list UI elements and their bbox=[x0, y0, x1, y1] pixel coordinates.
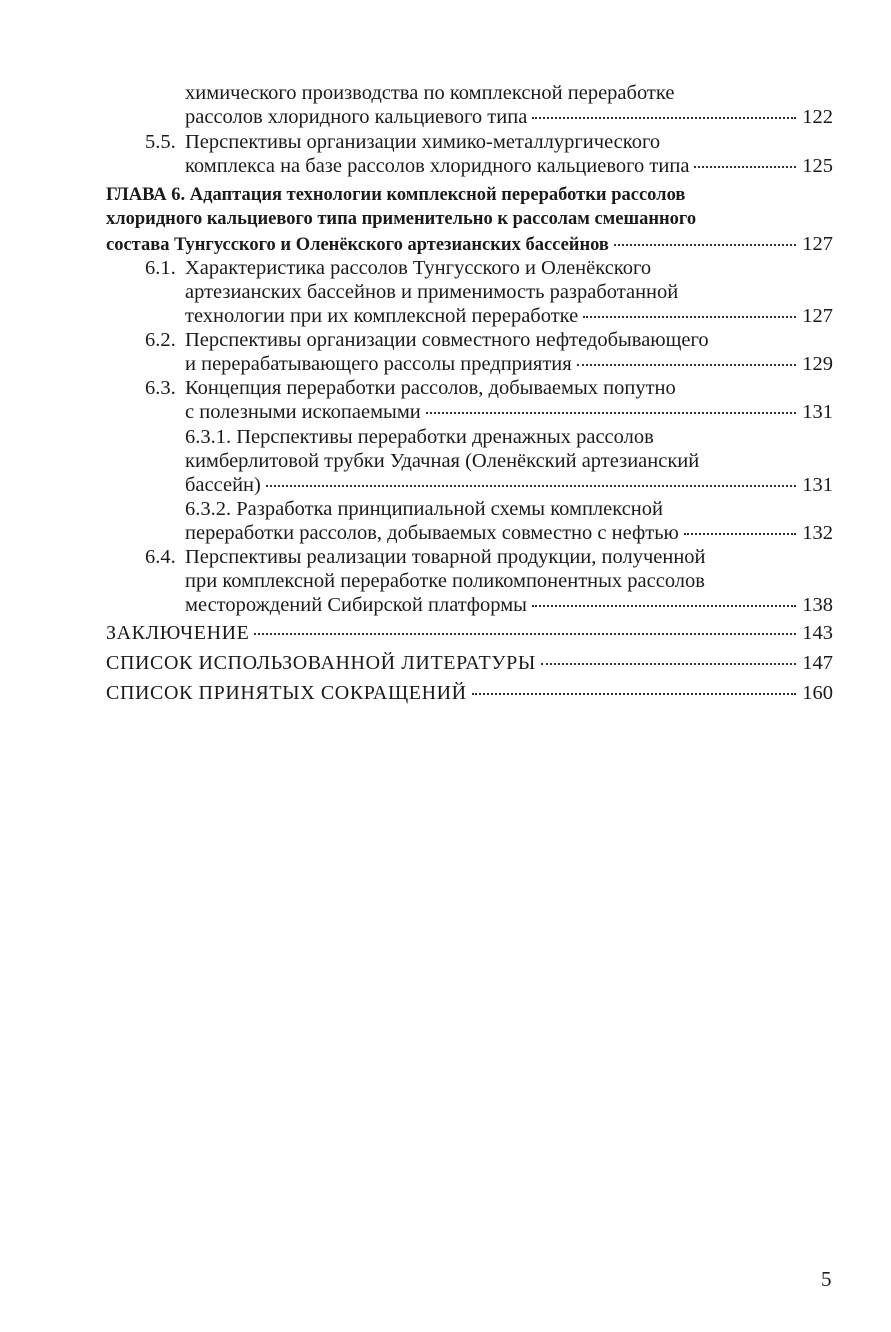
toc-entry-text: и перерабатывающего рассолы предприятия bbox=[185, 353, 572, 375]
toc-entry-text: Перспективы организации совместного нефтедобывающего bbox=[185, 329, 709, 351]
toc-page-number: 138 bbox=[802, 594, 833, 616]
toc-entry-text: переработки рассолов, добываемых совместно с нефтью bbox=[185, 522, 679, 544]
toc-entry-5-4-continued bbox=[0, 104, 891, 130]
toc-entry-text: при комплексной переработке поликомпонентных рассолов bbox=[185, 570, 705, 592]
toc-entry-text: 6.3.1. Перспективы переработки дренажных рассолов bbox=[185, 426, 654, 448]
toc-entry-text: комплекса на базе рассолов хлоридного кальциевого типа bbox=[185, 155, 690, 177]
toc-entry-text: Перспективы реализации товарной продукции, полученной bbox=[185, 546, 706, 568]
toc-page-number: 125 bbox=[802, 155, 833, 177]
dot-leader bbox=[472, 693, 797, 695]
toc-page-number: 132 bbox=[802, 522, 833, 544]
toc-entry-text: рассолов хлоридного кальциевого типа bbox=[185, 106, 528, 128]
dot-leader bbox=[577, 364, 797, 366]
toc-chapter-6 bbox=[0, 182, 891, 208]
toc-entry-text: 6.3.2. Разработка принципиальной схемы комплексной bbox=[185, 498, 663, 520]
toc-entry-5-5 bbox=[0, 153, 891, 179]
chapter-heading: ГЛАВА 6. Адаптация технологии комплексной переработки рассолов bbox=[106, 185, 686, 205]
toc-entry-text: СПИСОК ПРИНЯТЫХ СОКРАЩЕНИЙ bbox=[106, 682, 467, 704]
toc-page-number: 127 bbox=[802, 233, 833, 255]
toc-entry-text: бассейн) bbox=[185, 474, 261, 496]
toc-page-number: 160 bbox=[802, 682, 833, 704]
toc-abbreviations bbox=[0, 680, 891, 706]
toc-entry-text: Перспективы организации химико-металлургического bbox=[185, 131, 661, 153]
dot-leader bbox=[532, 117, 796, 119]
toc-entry-number: 6.2. bbox=[145, 329, 176, 351]
toc-entry-text: кимберлитовой трубки Удачная (Оленёкский артезианский bbox=[185, 450, 700, 472]
chapter-heading: хлоридного кальциевого типа применительно к рассолам смешанного bbox=[106, 209, 697, 229]
toc-entry-number: 6.3. bbox=[145, 377, 176, 399]
dot-leader bbox=[254, 633, 796, 635]
toc-entry-number: 5.5. bbox=[145, 131, 176, 153]
toc-entry-6-3-2 bbox=[0, 520, 891, 546]
toc-entry-6-3-1 bbox=[0, 424, 891, 450]
toc-entry-5-4-continued bbox=[0, 80, 891, 106]
dot-leader bbox=[583, 316, 796, 318]
toc-references bbox=[0, 650, 891, 676]
dot-leader bbox=[541, 663, 796, 665]
toc-entry-text: ЗАКЛЮЧЕНИЕ bbox=[106, 622, 250, 644]
toc-page-number: 127 bbox=[802, 305, 833, 327]
toc-entry-text: артезианских бассейнов и применимость разработанной bbox=[185, 281, 679, 303]
dot-leader bbox=[614, 244, 796, 246]
toc-entry-6-3 bbox=[0, 375, 891, 401]
toc-entry-5-5 bbox=[0, 129, 891, 155]
dot-leader bbox=[532, 605, 796, 607]
toc-entry-text: Концепция переработки рассолов, добываемых попутно bbox=[185, 377, 676, 399]
toc-entry-6-3 bbox=[0, 399, 891, 425]
toc-entry-6-2 bbox=[0, 327, 891, 353]
toc-entry-6-3-1 bbox=[0, 472, 891, 498]
toc-chapter-6 bbox=[0, 231, 891, 257]
toc-entry-text: СПИСОК ИСПОЛЬЗОВАННОЙ ЛИТЕРАТУРЫ bbox=[106, 652, 536, 674]
toc-entry-6-2 bbox=[0, 351, 891, 377]
toc-entry-number: 6.1. bbox=[145, 257, 176, 279]
toc-entry-6-4 bbox=[0, 544, 891, 570]
dot-leader bbox=[266, 485, 796, 487]
toc-entry-text: технологии при их комплексной переработке bbox=[185, 305, 579, 327]
toc-entry-text: химического производства по комплексной переработке bbox=[185, 82, 675, 104]
toc-entry-number: 6.4. bbox=[145, 546, 176, 568]
page-number: 5 bbox=[821, 1267, 832, 1291]
dot-leader bbox=[684, 533, 796, 535]
toc-page-number: 147 bbox=[802, 652, 833, 674]
toc-page-number: 129 bbox=[802, 353, 833, 375]
toc-entry-6-4 bbox=[0, 592, 891, 618]
toc-page-number: 122 bbox=[802, 106, 833, 128]
toc-chapter-6 bbox=[0, 206, 891, 232]
toc-entry-text: с полезными ископаемыми bbox=[185, 401, 421, 423]
toc-page-number: 131 bbox=[802, 401, 833, 423]
toc-entry-6-1 bbox=[0, 255, 891, 281]
toc-entry-6-3-1 bbox=[0, 448, 891, 474]
dot-leader bbox=[694, 166, 796, 168]
toc-entry-6-1 bbox=[0, 279, 891, 305]
toc-entry-6-1 bbox=[0, 303, 891, 329]
toc-page-number: 131 bbox=[802, 474, 833, 496]
toc-entry-6-3-2 bbox=[0, 496, 891, 522]
toc-entry-text: месторождений Сибирской платформы bbox=[185, 594, 527, 616]
toc-conclusion bbox=[0, 620, 891, 646]
dot-leader bbox=[426, 412, 796, 414]
toc-entry-6-4 bbox=[0, 568, 891, 594]
toc-page-number: 143 bbox=[802, 622, 833, 644]
toc-entry-text: Характеристика рассолов Тунгусского и Оленёкского bbox=[185, 257, 652, 279]
chapter-heading: состава Тунгусского и Оленёкского артезианских бассейнов bbox=[106, 235, 609, 255]
